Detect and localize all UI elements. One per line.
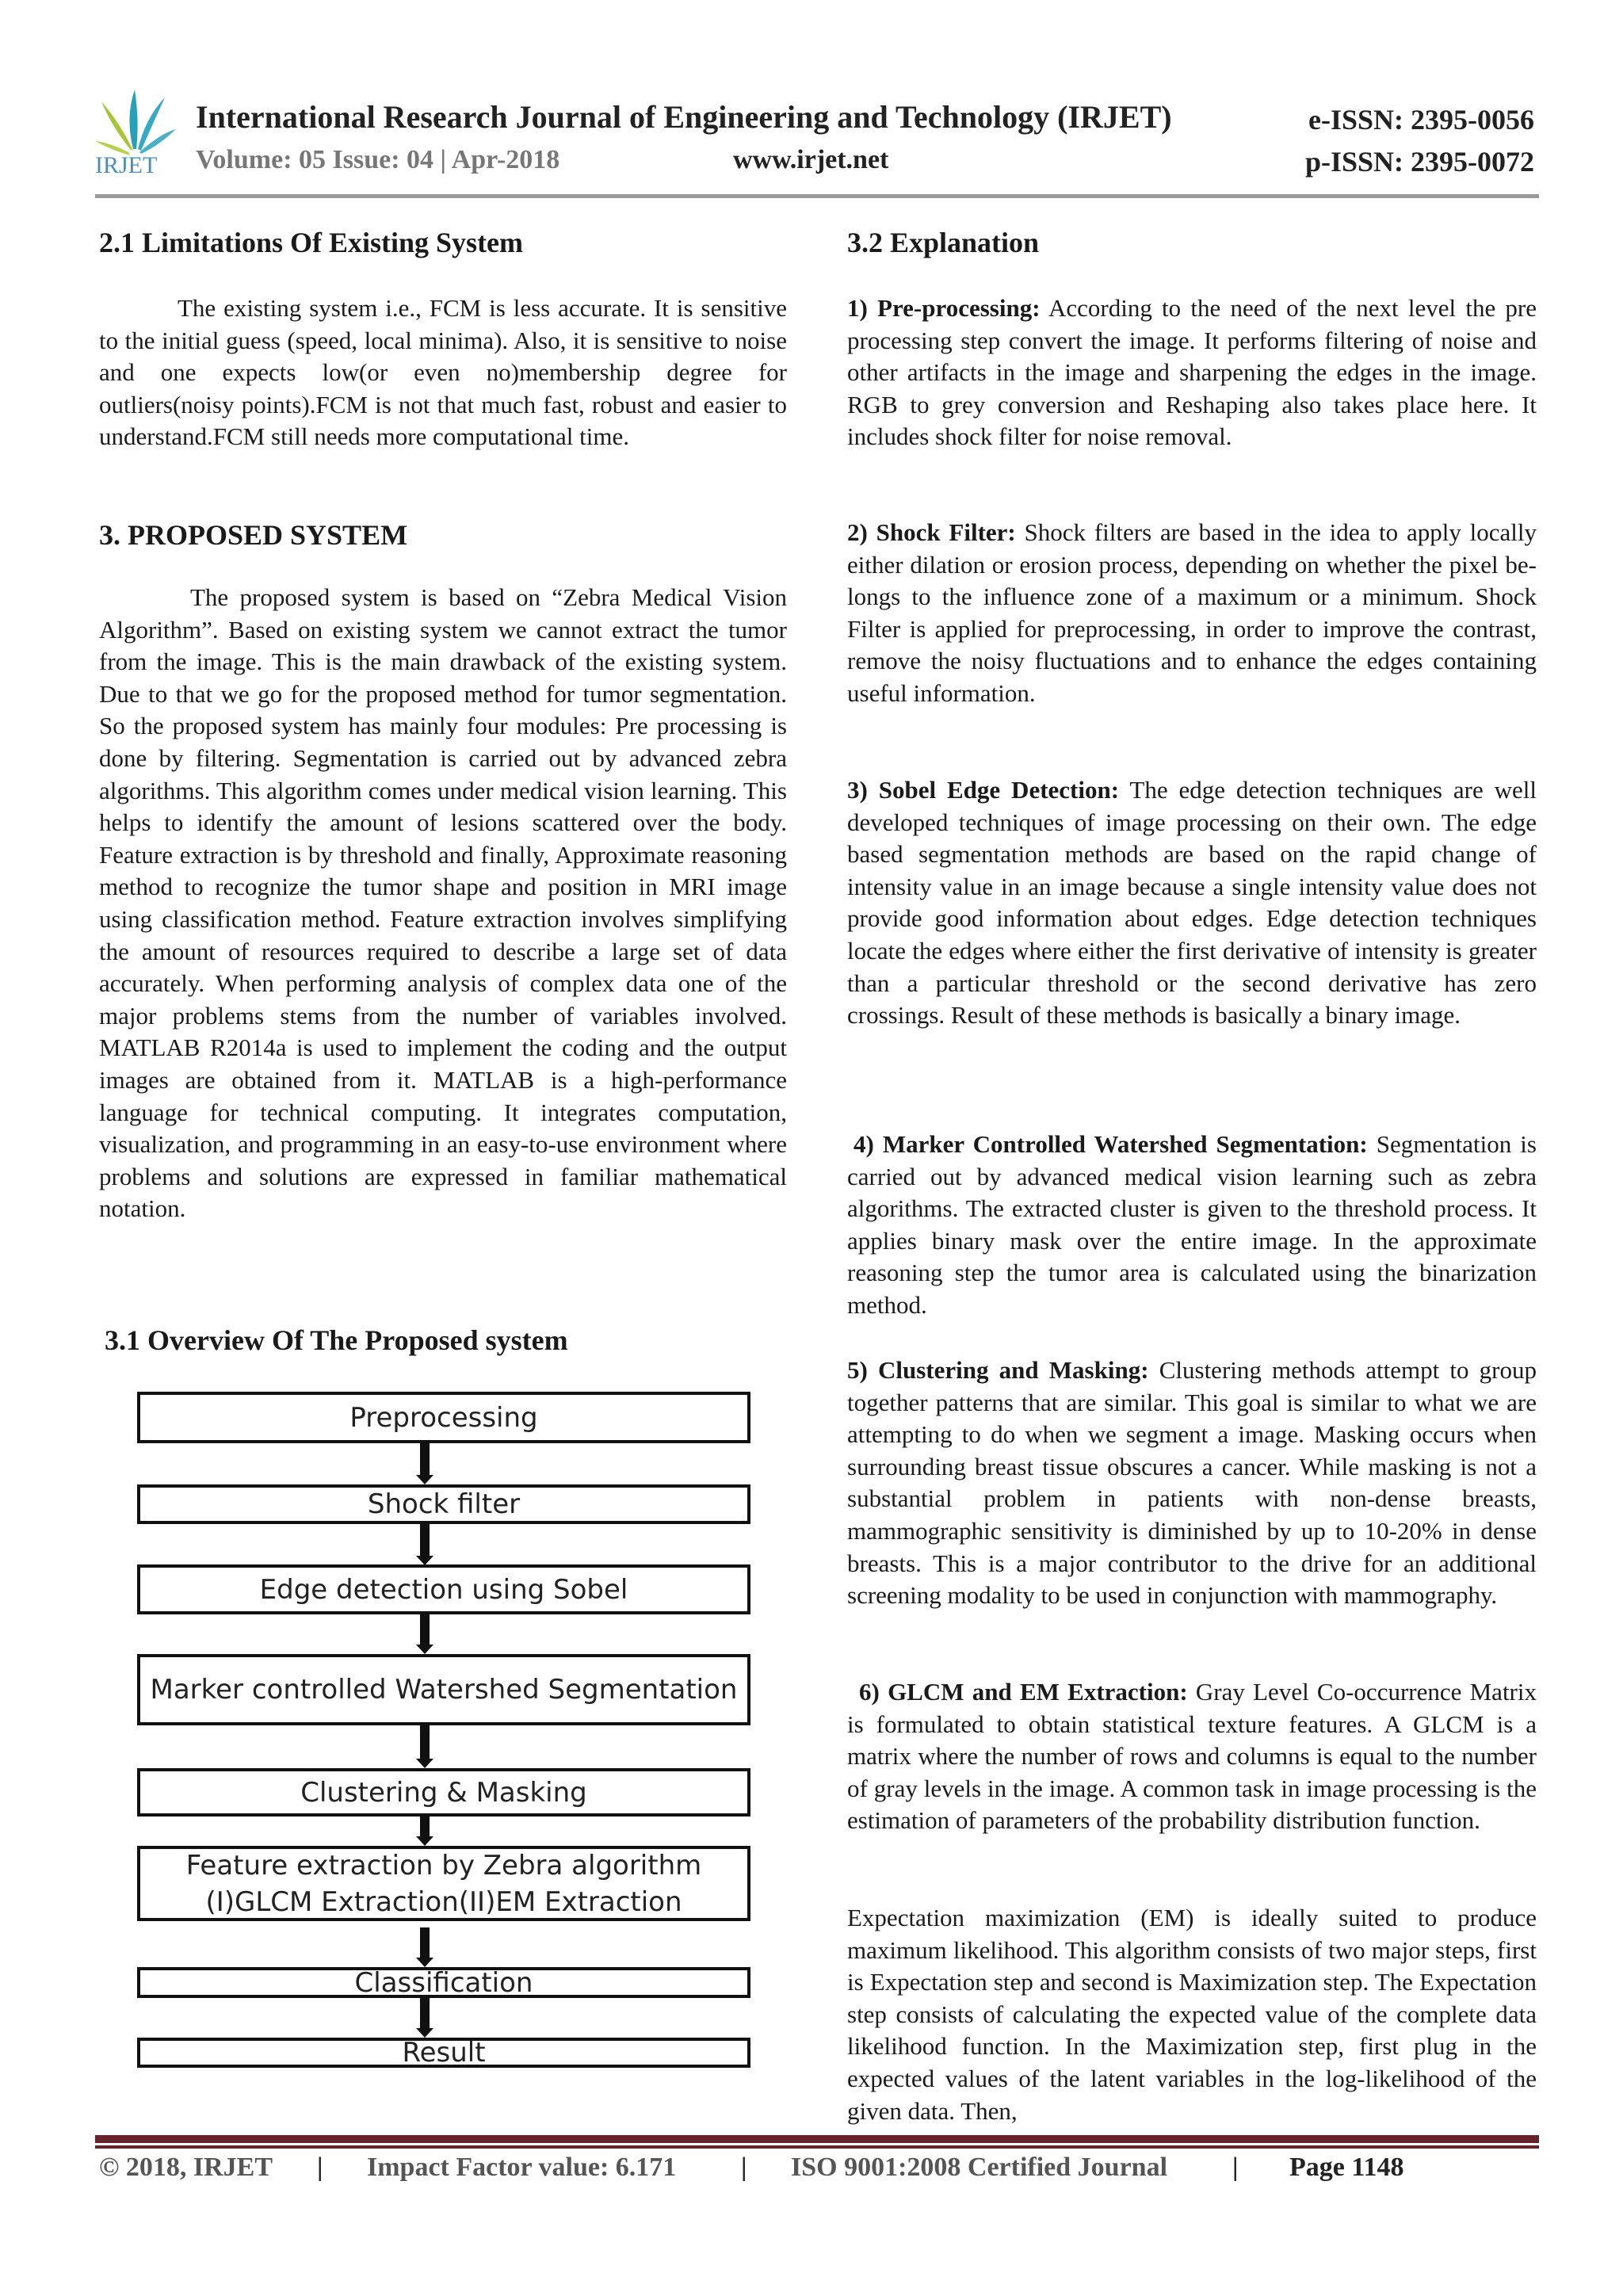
irjet-logo xyxy=(94,86,179,181)
explanation-item-clustering xyxy=(847,1354,1537,1612)
item-text: Shock filters are based in the idea to apply locally either dilation or erosion process, depending on whether the pixel be-longs to the influence zone of a maximum or a minimum. Shock Filter is applied for preprocessing, in order to improve the contrast, remove the noisy fluctuations and to enhance the edges containing useful information. xyxy=(847,518,1537,707)
journal-title: International Research Journal of Engineering and Technology (IRJET) xyxy=(196,99,1172,135)
explanation-item-sobel xyxy=(847,774,1537,1032)
flowchart-diagram xyxy=(137,1379,749,2076)
arrow-down-icon xyxy=(416,1927,433,1967)
item-label: 3) Sobel Edge Detection: xyxy=(847,776,1120,804)
item-text: According to the need of the next level the pre processing step convert the image. It performs filtering of noise and other artifacts in the image and sharpening the edges in the image. RGB to grey conversion and Reshaping also takes place here. It includes shock filter for noise removal. xyxy=(847,294,1537,451)
explanation-item-preprocessing xyxy=(847,292,1537,453)
flow-step-result: Result xyxy=(137,2038,750,2068)
flow-step-preprocessing: Preprocessing xyxy=(137,1392,750,1443)
arrow-down-icon xyxy=(416,1614,433,1654)
flow-step-shock-filter: Shock filter xyxy=(137,1484,750,1524)
section-heading-overview: 3.1 Overview Of The Proposed system xyxy=(105,1324,568,1356)
paragraph-expectation-maximization: Expectation maximization (EM) is ideally suited to produce maximum likelihood. This algorithm consists of two major steps, first is Expectation step and second is Maximization step. The Expectation step consists of calculating the expected value of the complete data likelihood function. In the Maximization step, first plug in the expected values of the latent variables in the log-likelihood of the given data. Then, xyxy=(847,1904,1537,2125)
section-heading-limitations: 2.1 Limitations Of Existing System xyxy=(99,227,524,258)
arrow-down-icon xyxy=(416,1817,433,1846)
footer-separator: | xyxy=(317,2153,323,2182)
flow-step-watershed-segmentation: Marker controlled Watershed Segmentation xyxy=(137,1654,750,1725)
explanation-item-glcm-em xyxy=(847,1676,1537,1837)
footer-separator: | xyxy=(1232,2153,1239,2182)
section-heading-proposed-system: 3. PROPOSED SYSTEM xyxy=(99,519,408,551)
paragraph-limitations: The existing system i.e., FCM is less accurate. It is sensitive to the initial guess (speed, local minima). Also, it is sensitive to noise and one expects low(or even no)membership degree for outliers(noisy points).FCM is not that much fast, robust and easier to understand.FCM still needs more computational time. xyxy=(99,294,787,451)
footer-iso: ISO 9001:2008 Certified Journal xyxy=(791,2153,1168,2182)
explanation-item-shock-filter xyxy=(847,517,1537,710)
footer-copyright: © 2018, IRJET xyxy=(99,2153,273,2182)
flow-step-edge-detection: Edge detection using Sobel xyxy=(137,1564,750,1614)
flow-step-feature-extraction: Feature extraction by Zebra algorithm (I)GLCM Extraction(II)EM Extraction xyxy=(137,1846,750,1921)
item-text: The edge detection techniques are well developed techniques of image processing on their own. The edge based segmentation methods are based on the rapid change of intensity value in an image because a single intensity value does not provide good information about edges. Edge detection techniques locate the edges where either the first derivative of intensity is greater than a particular threshold or the second derivative has zero crossings. Result of these methods is basically a binary image. xyxy=(847,776,1537,1030)
section-heading-explanation: 3.2 Explanation xyxy=(847,227,1040,258)
flow-step-classification: Classification xyxy=(137,1967,750,1998)
volume-issue: Volume: 05 Issue: 04 | Apr-2018 xyxy=(196,145,560,174)
arrow-down-icon xyxy=(416,1524,433,1565)
header-divider xyxy=(95,194,1539,198)
item-label: 2) Shock Filter: xyxy=(847,518,1016,546)
item-text: Segmentation is carried out by advanced medical vision learning such as zebra algorithms. The extracted cluster is given to the threshold process. It applies binary mask over the entire image. In the approximate reasoning step the tumor area is calculated using the binarization method. xyxy=(847,1130,1537,1319)
footer-page-number: Page 1148 xyxy=(1289,2153,1404,2182)
footer-separator: | xyxy=(741,2153,747,2182)
flow-step-clustering-masking: Clustering & Masking xyxy=(137,1768,750,1817)
arrow-down-icon xyxy=(416,1443,433,1484)
logo-text: IRJET xyxy=(95,152,158,178)
item-text: Gray Level Co-occurrence Matrix is formulated to obtain statistical texture features. A GLCM is a matrix where the number of rows and columns is equal to the number of gray levels in the image. A common task in image processing is the estimation of parameters of the probability distribution function. xyxy=(847,1678,1537,1835)
item-label: 5) Clustering and Masking: xyxy=(847,1356,1149,1384)
p-issn: p-ISSN: 2395-0072 xyxy=(1304,146,1534,178)
item-label: 4) Marker Controlled Watershed Segmentation: xyxy=(854,1130,1368,1158)
paragraph-proposed-system: The proposed system is based on “Zebra Medical Vision Algorithm”. Based on existing system we cannot extract the tumor from the image. This is the main drawback of the existing system. Due to that we go for the proposed method for tumor segmentation. So the proposed system has mainly four modules: Pre processing is done by filtering. Segmentation is carried out by advanced zebra algorithms. This algorithm comes under medical vision learning. This helps to identify the amount of lesions scattered over the body. Feature extraction is by threshold and finally, Approximate reasoning method to recognize the tumor shape and position in MRI image using classification method. Feature extraction involves simplifying the amount of resources required to describe a large set of data accurately. When performing analysis of complex data one of the major problems stems from the number of variables involved. MATLAB R2014a is used to implement the coding and the output images are obtained from it. MATLAB is a high-performance language for technical computing. It integrates computation, visualization, and programming in an easy-to-use environment where problems and solutions are expressed in familiar mathematical notation. xyxy=(99,583,787,1223)
explanation-item-watershed xyxy=(847,1129,1537,1322)
website-link[interactable]: www.irjet.net xyxy=(733,145,889,174)
footer-impact-factor: Impact Factor value: 6.171 xyxy=(367,2153,677,2182)
arrow-down-icon xyxy=(416,1725,433,1768)
e-issn: e-ISSN: 2395-0056 xyxy=(1308,104,1534,136)
item-label: 1) Pre-processing: xyxy=(847,294,1041,322)
item-label: 6) GLCM and EM Extraction: xyxy=(859,1678,1188,1706)
arrow-down-icon xyxy=(416,1998,433,2038)
footer-divider-thin xyxy=(95,2145,1539,2149)
footer-divider xyxy=(95,2135,1539,2143)
item-text: Clustering methods attempt to group together patterns that are similar. This goal is similar to what we are attempting to do when we segment a image. Masking occurs when surrounding breast tissue obscures a cancer. While masking is not a substantial problem in patients with non-dense breasts, mammographic sensitivity is diminished by up to 10-20% in dense breasts. This is a major contributor to the drive for an additional screening modality to be used in conjunction with mammography. xyxy=(847,1356,1537,1610)
